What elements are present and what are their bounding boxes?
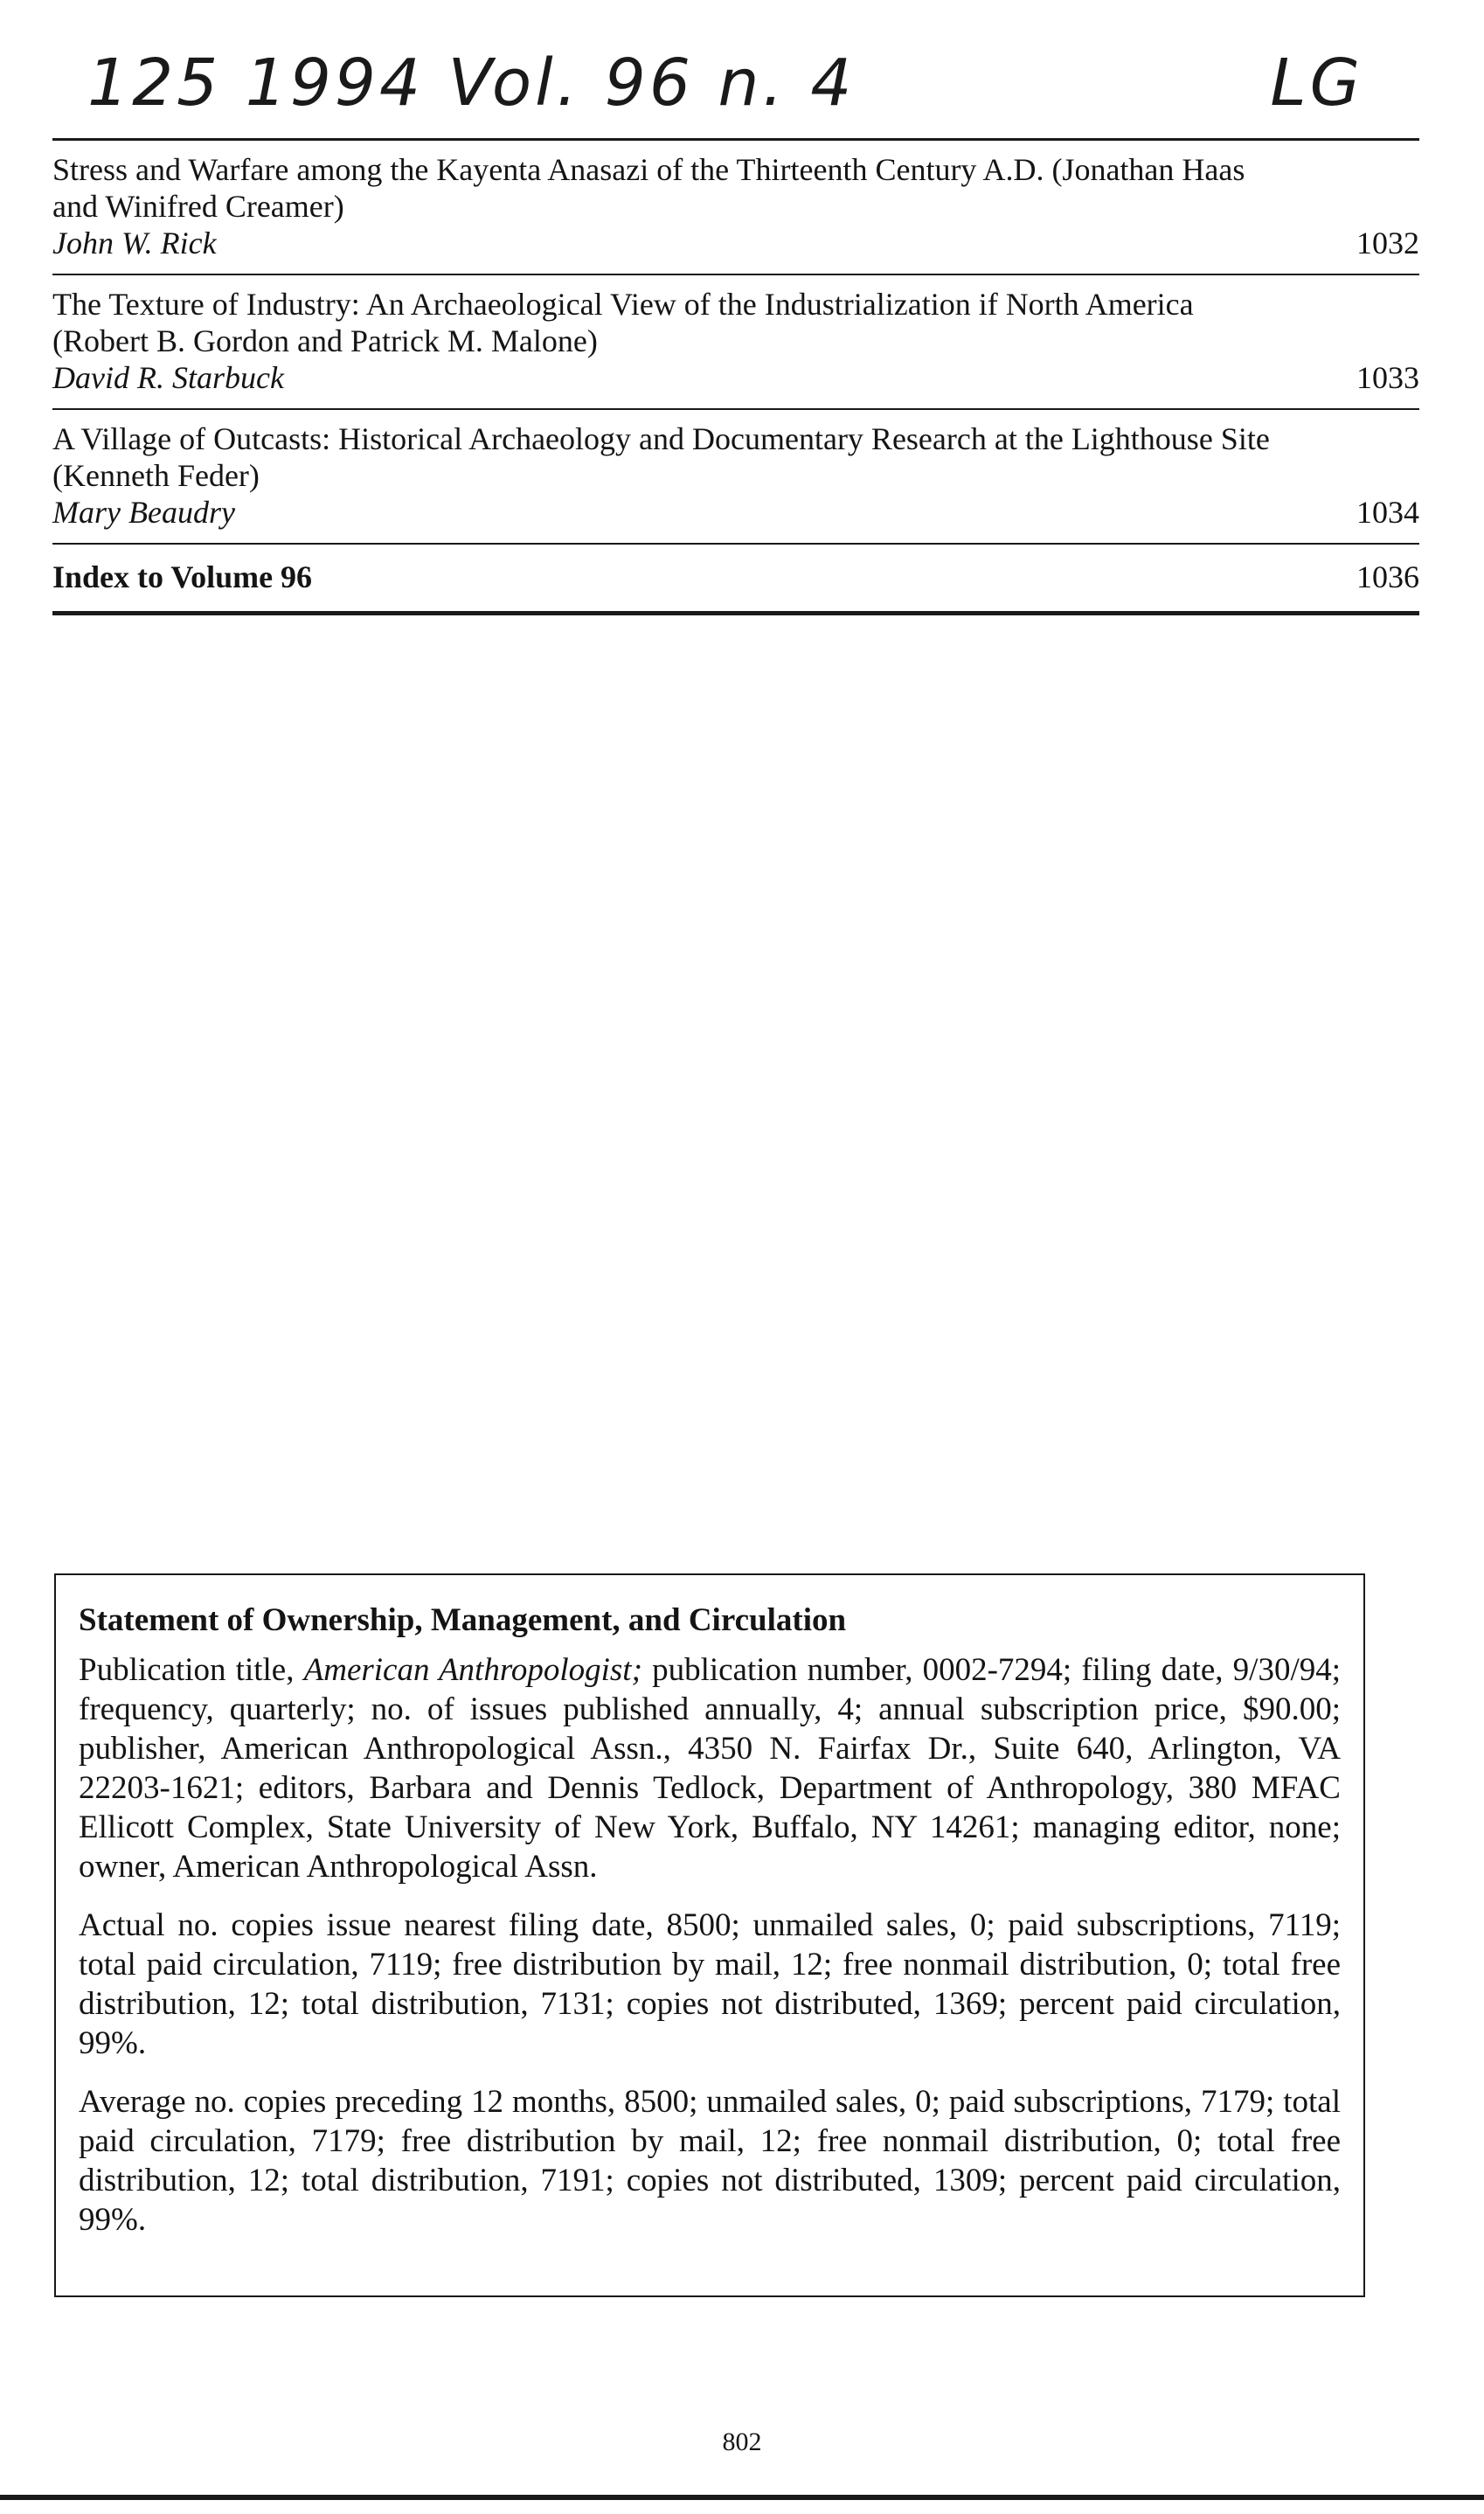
handwritten-initials: LG	[1270, 45, 1363, 121]
statement-paragraph-average-copies: Average no. copies preceding 12 months, 8500; unmailed sales, 0; paid subscriptions, 7179; total paid circulation, 7179; free distribution by mail, 12; free nonmail distribution, 0; total free distribution, 12; total distribution, 7191; copies not distributed, 1309; percent paid circulation, 99%.	[79, 2084, 1341, 2238]
toc-entry-page: 1034	[1356, 495, 1419, 530]
toc-entry-page: 1033	[1356, 360, 1419, 395]
scan-bottom-edge	[0, 2495, 1484, 2500]
toc-entry-author: John W. Rick	[52, 226, 217, 260]
toc-entry	[52, 141, 1419, 275]
statement-of-ownership-box	[54, 1573, 1365, 2297]
statement-paragraph-actual-copies: Actual no. copies issue nearest filing date, 8500; unmailed sales, 0; paid subscriptions, 7119; total paid circulation, 7119; free distribution by mail, 12; free nonmail distribution, 0; total free distribution, 12; total distribution, 7131; copies not distributed, 1369; percent paid circulation, 99%.	[79, 1907, 1341, 2061]
toc-index-entry	[52, 545, 1419, 615]
statement-publication-details: publication number, 0002-7294; filing date, 9/30/94; frequency, quarterly; no. of issues published annually, 4; annual subscription price, $90.00; publisher, American Anthropological Assn., 4350 N. Fairfax Dr., Suite 640, Arlington, VA 22203-1621; editors, Barbara and Dennis Tedlock, Department of Anthropology, 380 MFAC Ellicott Complex, State University of New York, Buffalo, NY 14261; managing editor, none; owner, American Anthropological Assn.	[79, 1652, 1341, 1885]
toc-entry-title: A Village of Outcasts: Historical Archaeology and Documentary Research at the Lighthouse Site (Kenneth Feder)	[52, 421, 1270, 493]
statement-paragraph-publication	[79, 1650, 1341, 1886]
statement-publication-title: American Anthropologist;	[303, 1652, 642, 1688]
toc-entry-title: Stress and Warfare among the Kayenta Anasazi of the Thirteenth Century A.D. (Jonathan Haas and Winifred Creamer)	[52, 152, 1245, 224]
toc-index-label: Index to Volume 96	[52, 559, 313, 594]
table-of-contents	[52, 138, 1419, 615]
statement-publication-intro: Publication title,	[79, 1652, 304, 1688]
handwritten-volume-note: 125 1994 Vol. 96 n. 4	[87, 45, 856, 121]
toc-entry-title: The Texture of Industry: An Archaeological View of the Industrialization if North America (Robert B. Gordon and Patrick M. Malone)	[52, 287, 1194, 358]
toc-entry-author: David R. Starbuck	[52, 360, 284, 395]
toc-entry-author: Mary Beaudry	[52, 495, 235, 530]
toc-entry	[52, 275, 1419, 410]
handwritten-annotation	[87, 35, 1381, 131]
toc-index-page: 1036	[1356, 559, 1419, 594]
toc-entry-page: 1032	[1356, 226, 1419, 260]
statement-heading: Statement of Ownership, Management, and Circulation	[79, 1602, 847, 1638]
page-number: 802	[722, 2427, 762, 2456]
toc-entry	[52, 410, 1419, 545]
